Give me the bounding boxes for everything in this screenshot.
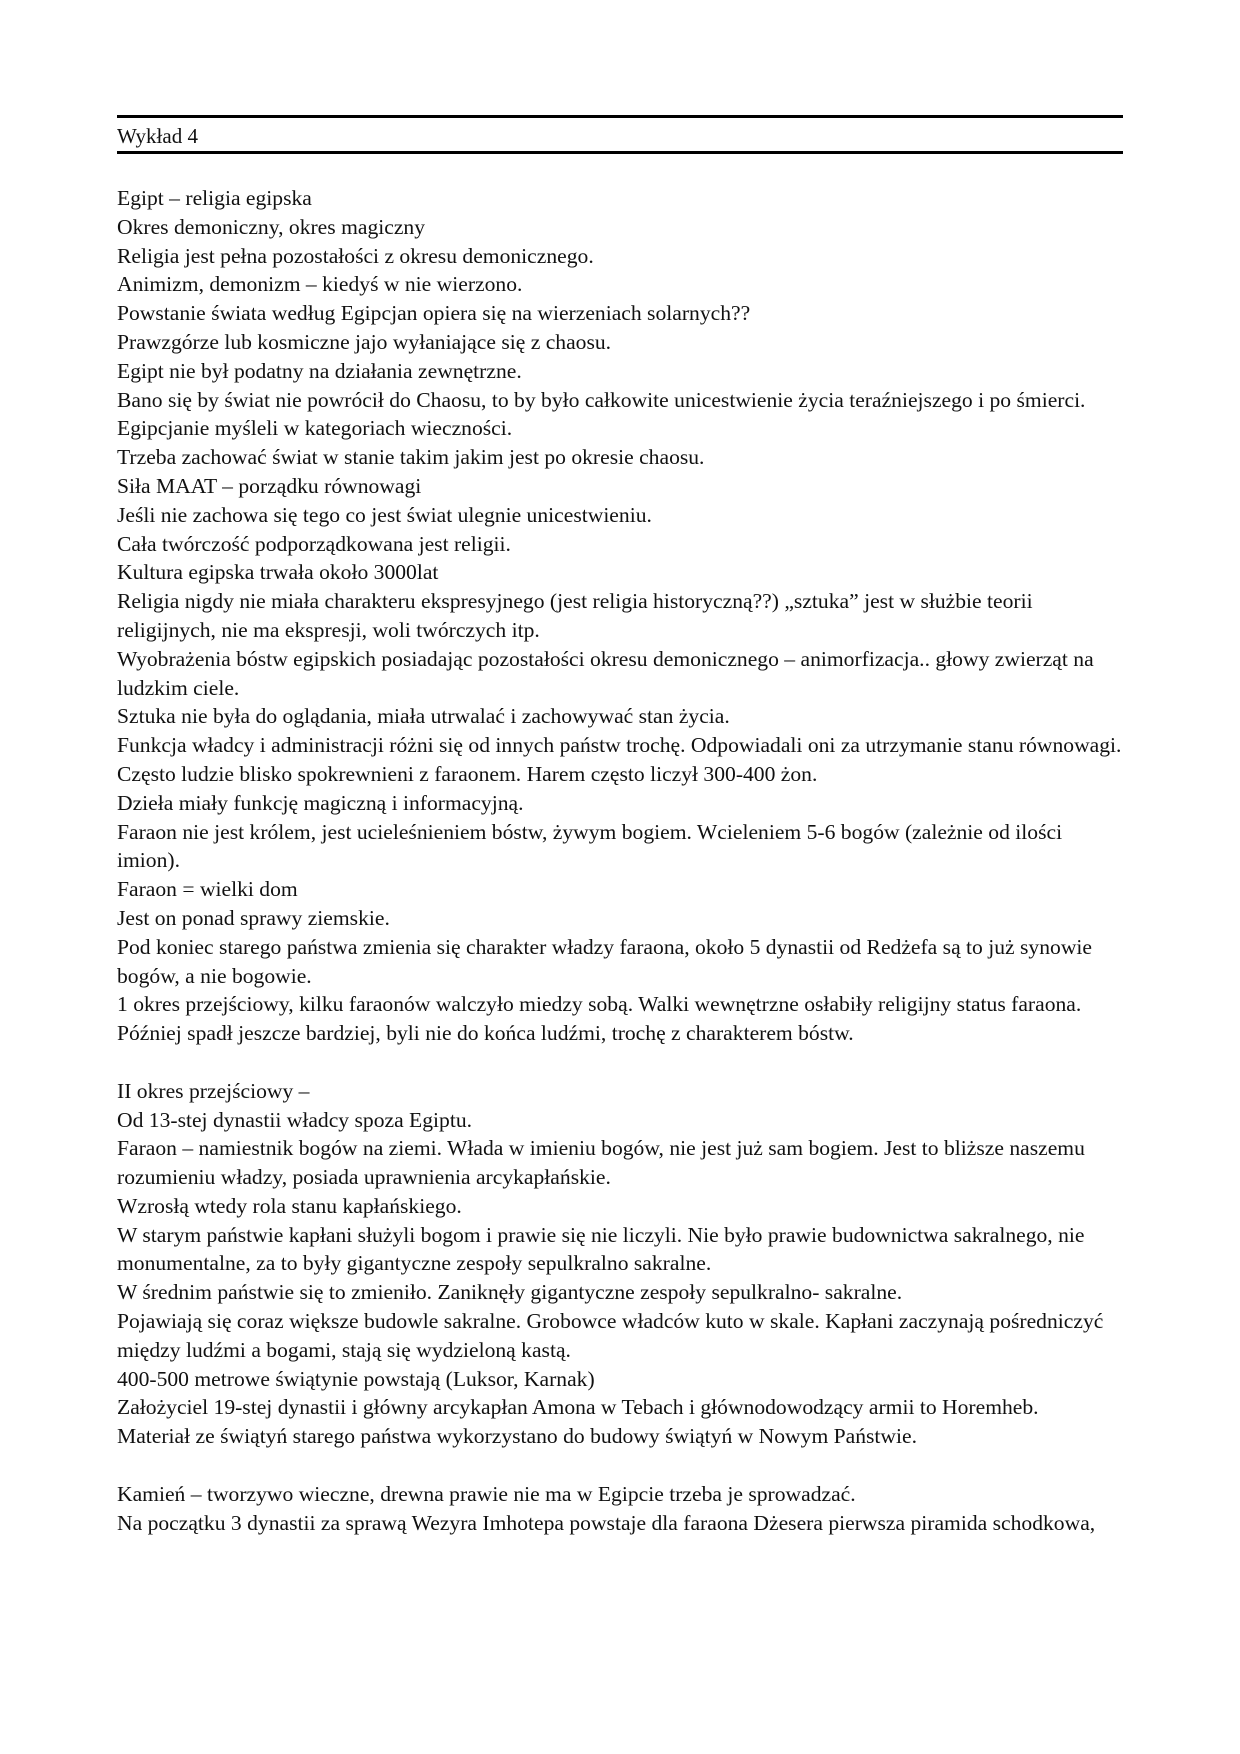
paragraph: Później spadł jeszcze bardziej, byli nie do końca ludźmi, trochę z charakterem bóstw. bbox=[117, 1021, 854, 1046]
paragraph: Dzieła miały funkcję magiczną i informacyjną. bbox=[117, 790, 524, 815]
paragraph: Jeśli nie zachowa się tego co jest świat ulegnie unicestwieniu. bbox=[117, 502, 652, 527]
paragraph: Okres demoniczny, okres magiczny bbox=[117, 214, 426, 239]
paragraph: W starym państwie kapłani służyli bogom i prawie się nie liczyli. Nie było prawie budownictwa sakralnego, nie monumentalne, za to były gigantyczne zespoły sepulkralno sakralne. bbox=[117, 1222, 1085, 1276]
paragraph: Prawzgórze lub kosmiczne jajo wyłaniające się z chaosu. bbox=[117, 329, 612, 354]
paragraph: Kamień – tworzywo wieczne, drewna prawie nie ma w Egipcie trzeba je sprowadzać. bbox=[117, 1481, 856, 1506]
paragraph: Religia nigdy nie miała charakteru ekspresyjnego (jest religia historyczną??) „sztuka” jest w służbie teorii religijnych, nie ma ekspresji, woli twórczych itp. bbox=[117, 589, 1033, 642]
paragraph: Od 13-stej dynastii władcy spoza Egiptu. bbox=[117, 1107, 473, 1132]
paragraph: 400-500 metrowe świątynie powstają (Luksor, Karnak) bbox=[117, 1366, 595, 1391]
lecture-title: Wykład 4 bbox=[117, 124, 198, 148]
paragraph: Kultura egipska trwała około 3000lat bbox=[117, 560, 439, 585]
page-header bbox=[117, 115, 1123, 154]
paragraph: Faraon = wielki dom bbox=[117, 877, 298, 902]
paragraph: 1 okres przejściowy, kilku faraonów walczyło miedzy sobą. Walki wewnętrzne osłabiły religijny status faraona. bbox=[117, 992, 1082, 1017]
paragraph: Na początku 3 dynastii za sprawą Wezyra Imhotepa powstaje dla faraona Dżesera pierwsza piramida schodkowa, bbox=[117, 1510, 1096, 1535]
paragraph: Założyciel 19-stej dynastii i główny arcykapłan Amona w Tebach i głównodowodzący armii to Horemheb. bbox=[117, 1395, 1039, 1420]
paragraph: Siła MAAT – porządku równowagi bbox=[117, 473, 422, 498]
paragraph: Materiał ze świątyń starego państwa wykorzystano do budowy świątyń w Nowym Państwie. bbox=[117, 1424, 918, 1449]
document-body bbox=[117, 184, 1129, 1537]
paragraph: Cała twórczość podporządkowana jest religii. bbox=[117, 531, 511, 556]
paragraph: Wyobrażenia bóstw egipskich posiadając pozostałości okresu demonicznego – animorfizacja.. głowy zwierząt na ludzkim ciele. bbox=[117, 646, 1094, 700]
section-spacer bbox=[117, 1048, 1129, 1077]
paragraph: Powstanie świata według Egipcjan opiera się na wierzeniach solarnych?? bbox=[117, 301, 751, 326]
paragraph: Trzeba zachować świat w stanie takim jakim jest po okresie chaosu. bbox=[117, 445, 705, 470]
paragraph: Wzrosłą wtedy rola stanu kapłańskiego. bbox=[117, 1193, 462, 1218]
paragraph: II okres przejściowy – bbox=[117, 1078, 310, 1103]
paragraph: W średnim państwie się to zmieniło. Zaniknęły gigantyczne zespoły sepulkralno- sakralne. bbox=[117, 1280, 903, 1305]
paragraph: Pojawiają się coraz większe budowle sakralne. Grobowce władców kuto w skale. Kapłani zaczynają pośredniczyć między ludźmi a bogami, stają się wydzieloną kastą. bbox=[117, 1309, 1104, 1362]
header-bottom-rule bbox=[117, 151, 1123, 154]
paragraph: Religia jest pełna pozostałości z okresu demonicznego. bbox=[117, 243, 594, 268]
paragraph: Funkcja władcy i administracji różni się od innych państw trochę. Odpowiadali oni za utrzymanie stanu równowagi. Często ludzie blisko spokrewnieni z faraonem. Harem często liczył 300-400 żon. bbox=[117, 733, 1122, 786]
paragraph: Faraon nie jest królem, jest ucieleśnieniem bóstw, żywym bogiem. Wcieleniem 5-6 bogów (zależnie od ilości imion). bbox=[117, 819, 1063, 873]
paragraph: Pod koniec starego państwa zmienia się charakter władzy faraona, około 5 dynastii od Redżefa są to już synowie bogów, a nie bogowie. bbox=[117, 934, 1092, 988]
section-spacer bbox=[117, 1451, 1129, 1480]
paragraph: Sztuka nie była do oglądania, miała utrwalać i zachowywać stan życia. bbox=[117, 704, 730, 729]
paragraph: Jest on ponad sprawy ziemskie. bbox=[117, 905, 390, 930]
paragraph: Animizm, demonizm – kiedyś w nie wierzono. bbox=[117, 272, 523, 297]
paragraph: Bano się by świat nie powrócił do Chaosu, to by było całkowite unicestwienie życia teraźniejszego i po śmierci. Egipcjanie myśleli w kategoriach wieczności. bbox=[117, 387, 1086, 441]
paragraph: Egipt – religia egipska bbox=[117, 186, 312, 210]
paragraph: Egipt nie był podatny na działania zewnętrzne. bbox=[117, 358, 522, 383]
paragraph: Faraon – namiestnik bogów na ziemi. Włada w imieniu bogów, nie jest już sam bogiem. Jest to bliższe naszemu rozumieniu władzy, posiada uprawnienia arcykapłańskie. bbox=[117, 1136, 1085, 1190]
